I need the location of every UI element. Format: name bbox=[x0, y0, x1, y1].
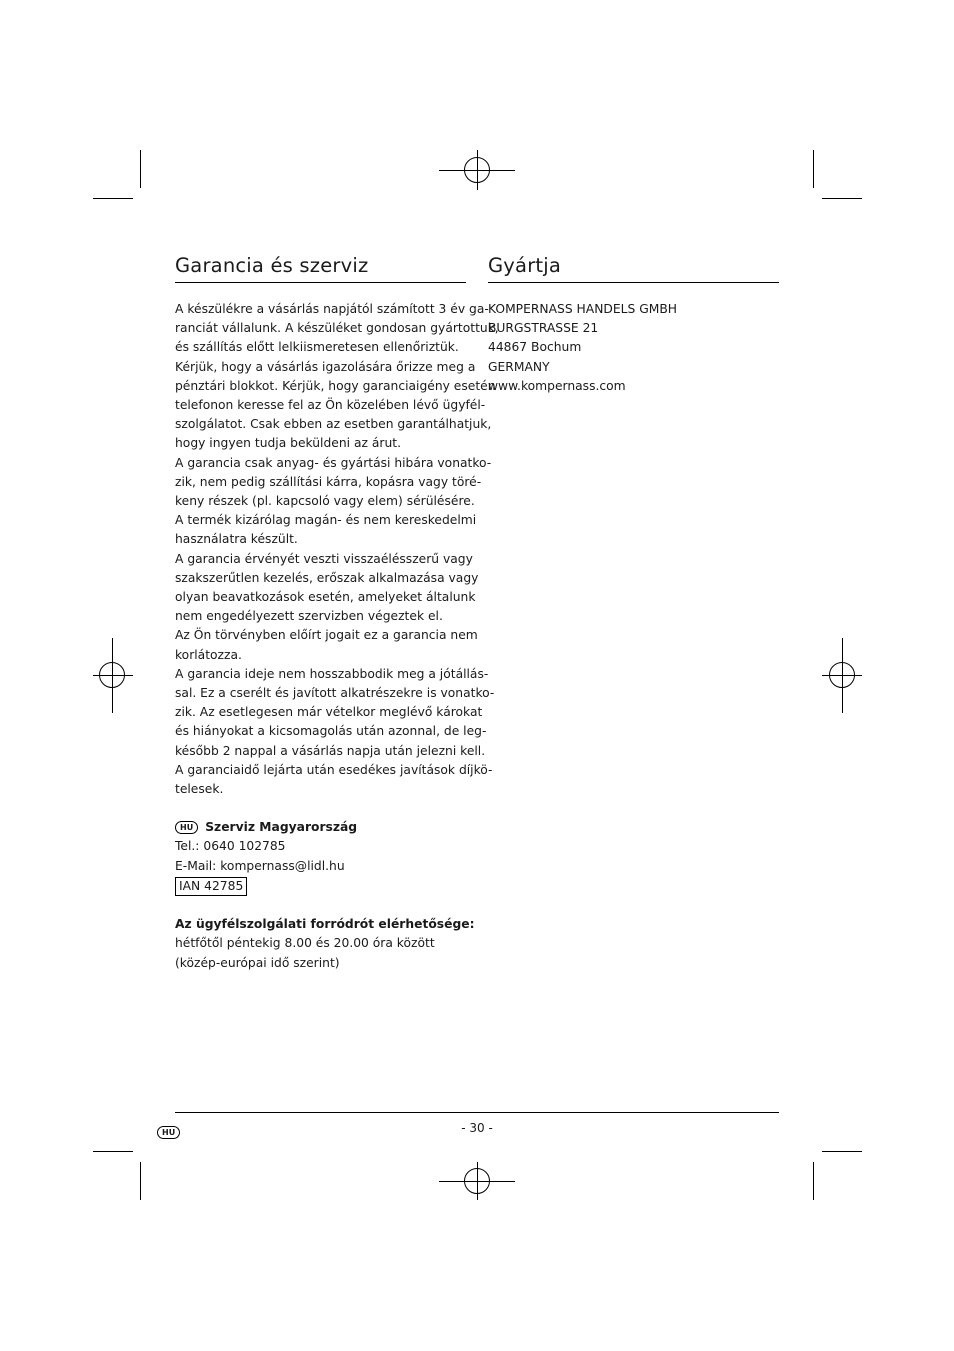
crop-mark bbox=[822, 1151, 862, 1152]
text-line: sal. Ez a cserélt és javított alkatrészekre is vonatko- bbox=[175, 686, 495, 701]
text-line: telesek. bbox=[175, 782, 224, 797]
country-badge: HU bbox=[175, 821, 198, 834]
service-title: Szerviz Magyarország bbox=[205, 820, 358, 835]
manufacturer-heading: Gyártja bbox=[488, 252, 779, 283]
text-line: szolgálatot. Csak ebben az esetben garantálhatjuk, bbox=[175, 417, 492, 432]
manufacturer-section bbox=[488, 252, 779, 396]
text-line: szakszerűtlen kezelés, erőszak alkalmazása vagy bbox=[175, 570, 479, 585]
warranty-heading: Garancia és szerviz bbox=[175, 252, 466, 283]
text-line: keny részek (pl. kapcsoló vagy elem) sérülésére. bbox=[175, 494, 475, 509]
text-line: zik. Az esetlegesen már vételkor meglévő károkat bbox=[175, 705, 483, 720]
registration-mark bbox=[464, 1168, 490, 1194]
text-line: A garanciaidő lejárta után esedékes javítások díjkö- bbox=[175, 762, 493, 777]
text-line: hogy ingyen tudja beküldeni az árut. bbox=[175, 436, 401, 451]
text-line: ranciát vállalunk. A készüléket gondosan gyártottuk, bbox=[175, 321, 499, 336]
crop-mark bbox=[822, 198, 862, 199]
crop-mark bbox=[93, 198, 133, 199]
text-line: nem engedélyezett szervizben végeztek el. bbox=[175, 609, 443, 624]
warranty-section bbox=[175, 252, 499, 973]
address-line: GERMANY bbox=[488, 359, 550, 374]
registration-mark bbox=[829, 662, 855, 688]
address-line: BURGSTRASSE 21 bbox=[488, 321, 599, 336]
text-line: és szállítás előtt lelkiismeretesen ellenőriztük. bbox=[175, 340, 459, 355]
crop-mark bbox=[140, 150, 141, 188]
address-line: KOMPERNASS HANDELS GMBH bbox=[488, 302, 678, 316]
crop-mark bbox=[813, 150, 814, 188]
text-line: olyan beavatkozások esetén, amelyeket általunk bbox=[175, 590, 476, 605]
crop-mark bbox=[813, 1162, 814, 1200]
registration-mark bbox=[464, 157, 490, 183]
country-badge: HU bbox=[157, 1126, 180, 1139]
text-line: A termék kizárólag magán- és nem kereskedelmi bbox=[175, 513, 477, 528]
website-link[interactable]: www.kompernass.com bbox=[488, 378, 626, 393]
text-line: később 2 nappal a vásárlás napja után jelezni kell. bbox=[175, 743, 486, 758]
crop-mark bbox=[93, 1151, 133, 1152]
registration-mark bbox=[99, 662, 125, 688]
manufacturer-address bbox=[488, 300, 779, 396]
hotline-hours: hétfőtől péntekig 8.00 és 20.00 óra között bbox=[175, 936, 435, 951]
text-line: és hiányokat a kicsomagolás után azonnal, de leg- bbox=[175, 724, 487, 739]
text-line: A garancia csak anyag- és gyártási hibára vonatko- bbox=[175, 455, 492, 470]
footer-divider bbox=[175, 1112, 779, 1113]
text-line: használatra készült. bbox=[175, 532, 298, 547]
text-line: A garancia érvényét veszti visszaélésszerű vagy bbox=[175, 551, 473, 566]
ian-box: IAN 42785 bbox=[175, 877, 247, 896]
text-line: Az Ön törvényben előírt jogait ez a garancia nem bbox=[175, 628, 478, 643]
hotline-title: Az ügyfélszolgálati forródrót elérhetősége: bbox=[175, 917, 475, 932]
text-line: A készülékre a vásárlás napjától számított 3 év ga- bbox=[175, 302, 489, 316]
address-line: 44867 Bochum bbox=[488, 340, 582, 355]
hotline-timezone: (közép-európai idő szerint) bbox=[175, 955, 340, 970]
service-email: E-Mail: kompernass@lidl.hu bbox=[175, 858, 345, 873]
crop-mark bbox=[140, 1162, 141, 1200]
text-line: telefonon keresse fel az Ön közelében lévő ügyfél- bbox=[175, 398, 486, 413]
text-line: A garancia ideje nem hosszabbodik meg a jótállás- bbox=[175, 666, 489, 681]
warranty-text bbox=[175, 300, 499, 973]
text-line: zik, nem pedig szállítási kárra, kopásra vagy töré- bbox=[175, 474, 482, 489]
service-title-row bbox=[175, 818, 466, 837]
text-line: pénztári blokkot. Kérjük, hogy garanciaigény esetén bbox=[175, 378, 496, 393]
text-line: korlátozza. bbox=[175, 647, 242, 662]
text-line: Kérjük, hogy a vásárlás igazolására őrizze meg a bbox=[175, 359, 476, 374]
page-number: - 30 - bbox=[461, 1121, 493, 1135]
service-tel: Tel.: 0640 102785 bbox=[175, 839, 286, 854]
